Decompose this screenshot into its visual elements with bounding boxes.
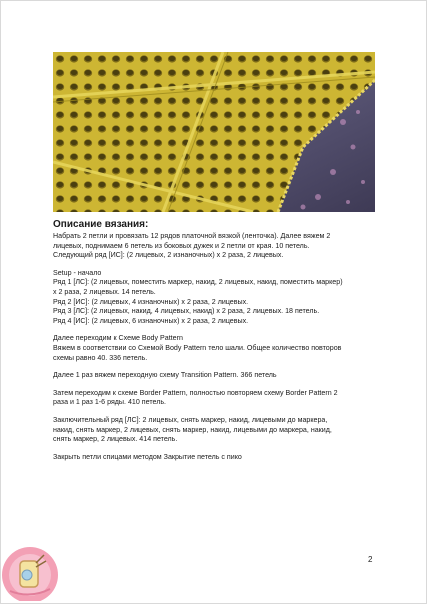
text-line: Далее переходим к Схеме Body Pattern: [53, 334, 183, 343]
text-line: накид, снять маркер, 2 лицевых, снять маркер, накид, лицевыми до маркера, накид,: [53, 425, 332, 434]
text-line: Затем переходим к схеме Border Pattern, полностью повторяем схему Border Pattern 2: [53, 388, 338, 397]
text-line: Ряд 2 [ИС]: (2 лицевых, 4 изнаночных) х 2 раза, 2 лицевых.: [53, 297, 249, 306]
text-line: Набрать 2 петли и провязать 12 рядов платочной вязкой (ленточка). Далее вяжем 2: [53, 232, 331, 240]
page-number: 2: [368, 555, 373, 564]
setup-paragraph: [53, 269, 383, 327]
bind-off-paragraph: [53, 453, 383, 463]
section-heading: Описание вязания:: [53, 219, 149, 230]
final-row-paragraph: [53, 416, 383, 445]
text-line: х 2 раза, 2 лицевых. 14 петель.: [53, 287, 156, 296]
text-line: Заключительный ряд [ЛС]: 2 лицевых, снять маркер, накид, лицевыми до маркера,: [53, 415, 328, 424]
pattern-description: [53, 219, 383, 470]
border-paragraph: [53, 389, 383, 408]
text-line: Закрыть петли спицами методом Закрытие петель с пико: [53, 452, 242, 461]
text-line: раза и 1 раз 1-6 ряды. 410 петель.: [53, 398, 167, 407]
text-line: Ряд 4 [ИС]: (2 лицевых, 6 изнаночных) х 2 раза, 2 лицевых.: [53, 316, 249, 325]
yarn-logo-icon: [0, 541, 66, 601]
text-line: Далее 1 раз вяжем переходную схему Transition Pattern. 366 петель: [53, 371, 277, 380]
transition-paragraph: [53, 371, 383, 381]
text-line: Следующий ряд [ИС]: (2 лицевых, 2 изнаночных) х 2 раза, 2 лицевых.: [53, 251, 284, 260]
text-line: Ряд 1 [ЛС]: (2 лицевых, поместить маркер, накид, 2 лицевых, накид, поместить маркер): [53, 278, 343, 287]
text-line: схемы равно 40. 336 петель.: [53, 353, 148, 362]
text-line: снять маркер, 2 лицевых. 414 петель.: [53, 435, 178, 444]
intro-paragraph: [53, 232, 383, 261]
text-line: лицевых, поднимаем 6 петель из боковых дужек и 2 петли от края. 10 петель.: [53, 241, 310, 250]
text-line: Вяжем в соответствии со Схемой Body Pattern тело шали. Общее количество повторов: [53, 343, 342, 352]
body-pattern-paragraph: [53, 334, 383, 363]
knitted-shawl-photo: [53, 52, 375, 212]
text-line: Setup - начало: [53, 268, 102, 277]
text-line: Ряд 3 [ЛС]: (2 лицевых, накид, 4 лицевых, накид) х 2 раза, 2 лицевых. 18 петель.: [53, 307, 320, 316]
